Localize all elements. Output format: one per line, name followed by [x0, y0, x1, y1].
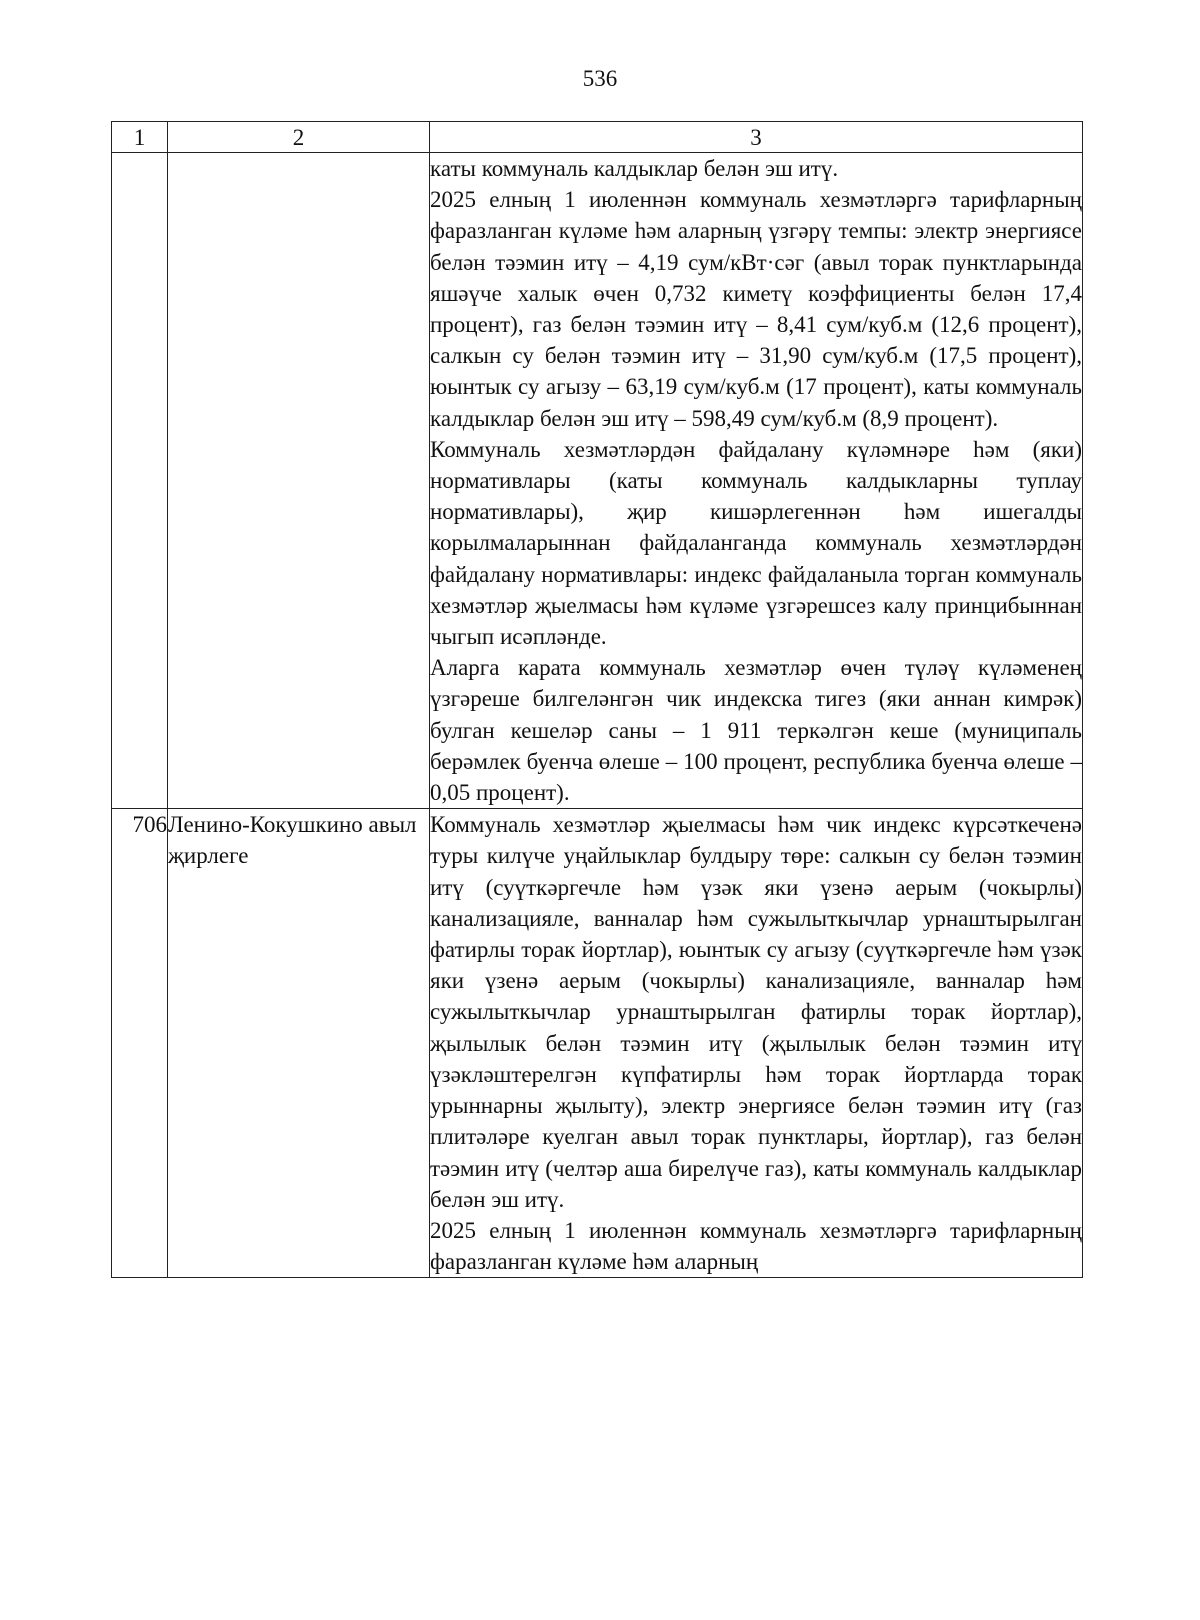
column-header-2: 2 [168, 122, 430, 153]
table-row [112, 809, 1083, 1278]
description-cell [430, 809, 1083, 1278]
page-number: 536 [582, 66, 618, 91]
settlement-name: Ленино-Кокушкино авыл җирлеге [168, 809, 430, 1278]
paragraph: Коммуналь хезмәтләр җыелмасы һәм чик индекс күрсәткеченә туры килүче уңайлыклар булдыру төре: салкын су белән тәэмин итү (суүткәргечле һәм үзәк яки үзенә аерым (чокырлы) канализацияле, ванналар һәм сужылыткычлар урнаштырылган фатирлы торак йортлар), юынтык су агызу (суүткәргечле һәм үзәк яки үзенә аерым (чокырлы) канализацияле, ванналар һәм сужылыткычлар урнаштырылган фатирлы торак йортлар), җылылык белән тәэмин итү (җылылык белән тәэмин итү үзәкләштерелгән күпфатирлы һәм торак йортларда торак урыннарны җылыту), электр энергиясе белән тәэмин итү (газ плитәләре куелган авыл торак пунктлары, йортлар), газ белән тәэмин итү (челтәр аша бирелүче газ), каты коммуналь калдыклар белән эш итү. [430, 812, 1082, 1212]
paragraph: каты коммуналь калдыклар белән эш итү. [430, 156, 839, 181]
paragraph: 2025 елның 1 июленнән коммуналь хезмәтләргә тарифларның фаразланган күләме һәм аларның үзгәрү темпы: электр энергиясе белән тәэмин итү – 4,19 сум/кВт·сәг (авыл торак пунктларында яшәүче халык өчен 0,732 киметү коэффициенты белән 17,4 процент), газ белән тәэмин итү – 8,41 сум/куб.м (12,6 процент), салкын су белән тәэмин итү – 31,90 сум/куб.м (17,5 процент), юынтык су агызу – 63,19 сум/куб.м (17 процент), каты коммуналь калдыклар белән эш итү – 598,49 сум/куб.м (8,9 процент). [430, 187, 1082, 431]
document-table [111, 121, 1083, 1278]
row-number [112, 153, 168, 809]
column-header-1: 1 [112, 122, 168, 153]
paragraph: Аларга карата коммуналь хезмәтләр өчен түләү күләменең үзгәреше билгеләнгән чик индекска тигез (яки аннан кимрәк) булган кешеләр саны – 1 911 теркәлгән кеше (муниципаль берәмлек буенча өлеше – 100 процент, республика буенча өлеше – 0,05 процент). [430, 655, 1082, 806]
table-header-row [112, 122, 1083, 153]
row-number: 706 [112, 809, 168, 1278]
description-cell [430, 153, 1083, 809]
column-header-3: 3 [430, 122, 1083, 153]
paragraph: Коммуналь хезмәтләрдән файдалану күләмнәре һәм (яки) нормативлары (каты коммуналь калдыкларны туплау нормативлары), җир кишәрлегеннән һәм ишегалды корылмаларыннан файдаланганда коммуналь хезмәтләрдән файдалану нормативлары: индекс файдаланыла торган коммуналь хезмәтләр җыелмасы һәм күләме үзгәрешсез калу принцибыннан чыгып исәпләнде. [430, 436, 1082, 650]
settlement-name [168, 153, 430, 809]
table-row [112, 153, 1083, 809]
paragraph: 2025 елның 1 июленнән коммуналь хезмәтләргә тарифларның фаразланган күләме һәм аларның [430, 1217, 1082, 1275]
